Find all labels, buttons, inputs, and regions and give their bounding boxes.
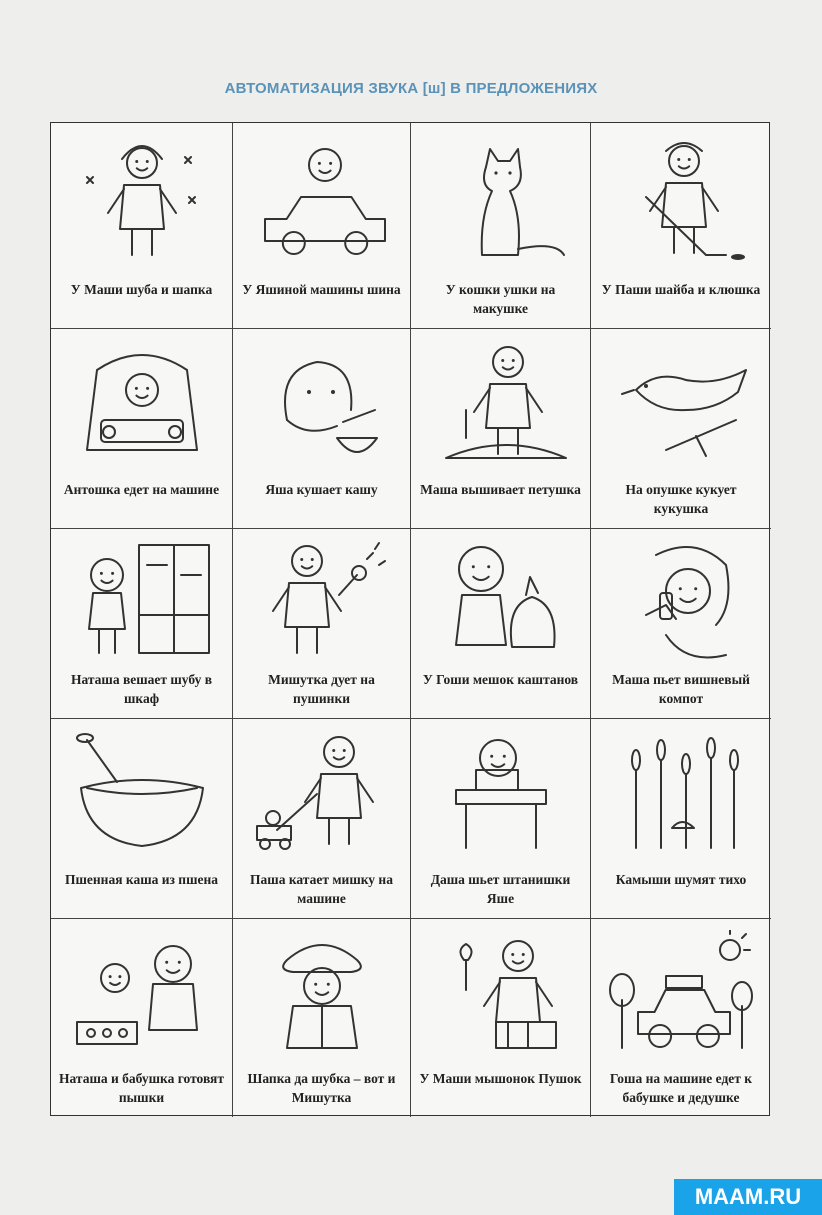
boy-eating-porridge-icon	[247, 340, 397, 475]
reeds-duck-icon	[606, 730, 756, 865]
card-caption: У Паши шайба и клюшка	[601, 282, 761, 297]
car-trip-icon	[606, 930, 756, 1065]
boy-driving-car-icon	[67, 340, 217, 475]
watermark-logo: MAAM.RU	[674, 1179, 822, 1215]
girl-sewing-machine-icon	[426, 730, 576, 865]
card	[233, 329, 411, 529]
card	[233, 123, 411, 329]
card	[591, 123, 771, 329]
card	[411, 719, 591, 919]
card-caption: Паша катает мишку на машине	[250, 872, 393, 906]
cuckoo-bird-icon	[606, 340, 756, 475]
boy-pulling-toy-car-icon	[247, 730, 397, 865]
card-caption: У Маши шуба и шапка	[70, 282, 213, 297]
card	[233, 719, 411, 919]
teddy-bear-coat-icon	[247, 930, 397, 1065]
boy-chestnut-bag-icon	[426, 535, 576, 670]
grandma-baking-icon	[67, 930, 217, 1065]
card-caption: Маша пьет вишневый компот	[612, 672, 750, 706]
card-caption: Пшенная каша из пшена	[65, 872, 218, 887]
girl-drinking-icon	[606, 535, 756, 670]
card	[411, 529, 591, 719]
porridge-bowl-icon	[67, 730, 217, 865]
card-caption: У Гоши мешок каштанов	[422, 672, 579, 687]
card	[591, 719, 771, 919]
card-caption: Гоша на машине едет к бабушке и дедушке	[609, 1071, 753, 1105]
boy-dandelion-icon	[247, 535, 397, 670]
card-caption: Даша шьет штанишки Яше	[430, 872, 571, 906]
hockey-player-icon	[606, 137, 756, 272]
card	[51, 529, 233, 719]
card-caption: У кошки ушки на макушке	[445, 282, 556, 316]
card-caption: Наташа вешает шубу в шкаф	[70, 672, 213, 706]
card	[591, 329, 771, 529]
card	[51, 719, 233, 919]
card-caption: Шапка да шубка – вот и Мишутка	[247, 1071, 396, 1105]
card	[51, 919, 233, 1117]
boy-toy-car-icon	[247, 137, 397, 272]
card	[51, 329, 233, 529]
girl-winter-coat-icon	[67, 137, 217, 272]
card	[591, 919, 771, 1117]
card	[411, 123, 591, 329]
card-caption: У Маши мышонок Пушок	[419, 1071, 582, 1086]
card-caption: Камыши шумят тихо	[615, 872, 747, 887]
cat-icon	[426, 137, 576, 272]
card-caption: У Яшиной машины шина	[242, 282, 401, 297]
card-caption: Мишутка дует на пушинки	[268, 672, 375, 706]
girl-with-mouse-icon	[426, 930, 576, 1065]
card-caption: Антошка едет на машине	[63, 482, 220, 497]
card	[411, 329, 591, 529]
card	[233, 919, 411, 1117]
card	[591, 529, 771, 719]
girl-wardrobe-icon	[67, 535, 217, 670]
card-caption: На опушке кукует кукушка	[625, 482, 737, 516]
girl-embroidering-icon	[426, 340, 576, 475]
card-caption: Наташа и бабушка готовят пышки	[59, 1071, 224, 1105]
card	[411, 919, 591, 1117]
card	[233, 529, 411, 719]
card-caption: Маша вышивает петушка	[420, 482, 581, 497]
page-title: АВТОМАТИЗАЦИЯ ЗВУКА [ш] В ПРЕДЛОЖЕНИЯХ	[224, 80, 598, 97]
card-grid	[50, 122, 770, 1116]
card	[51, 123, 233, 329]
card-caption: Яша кушает кашу	[265, 482, 378, 497]
